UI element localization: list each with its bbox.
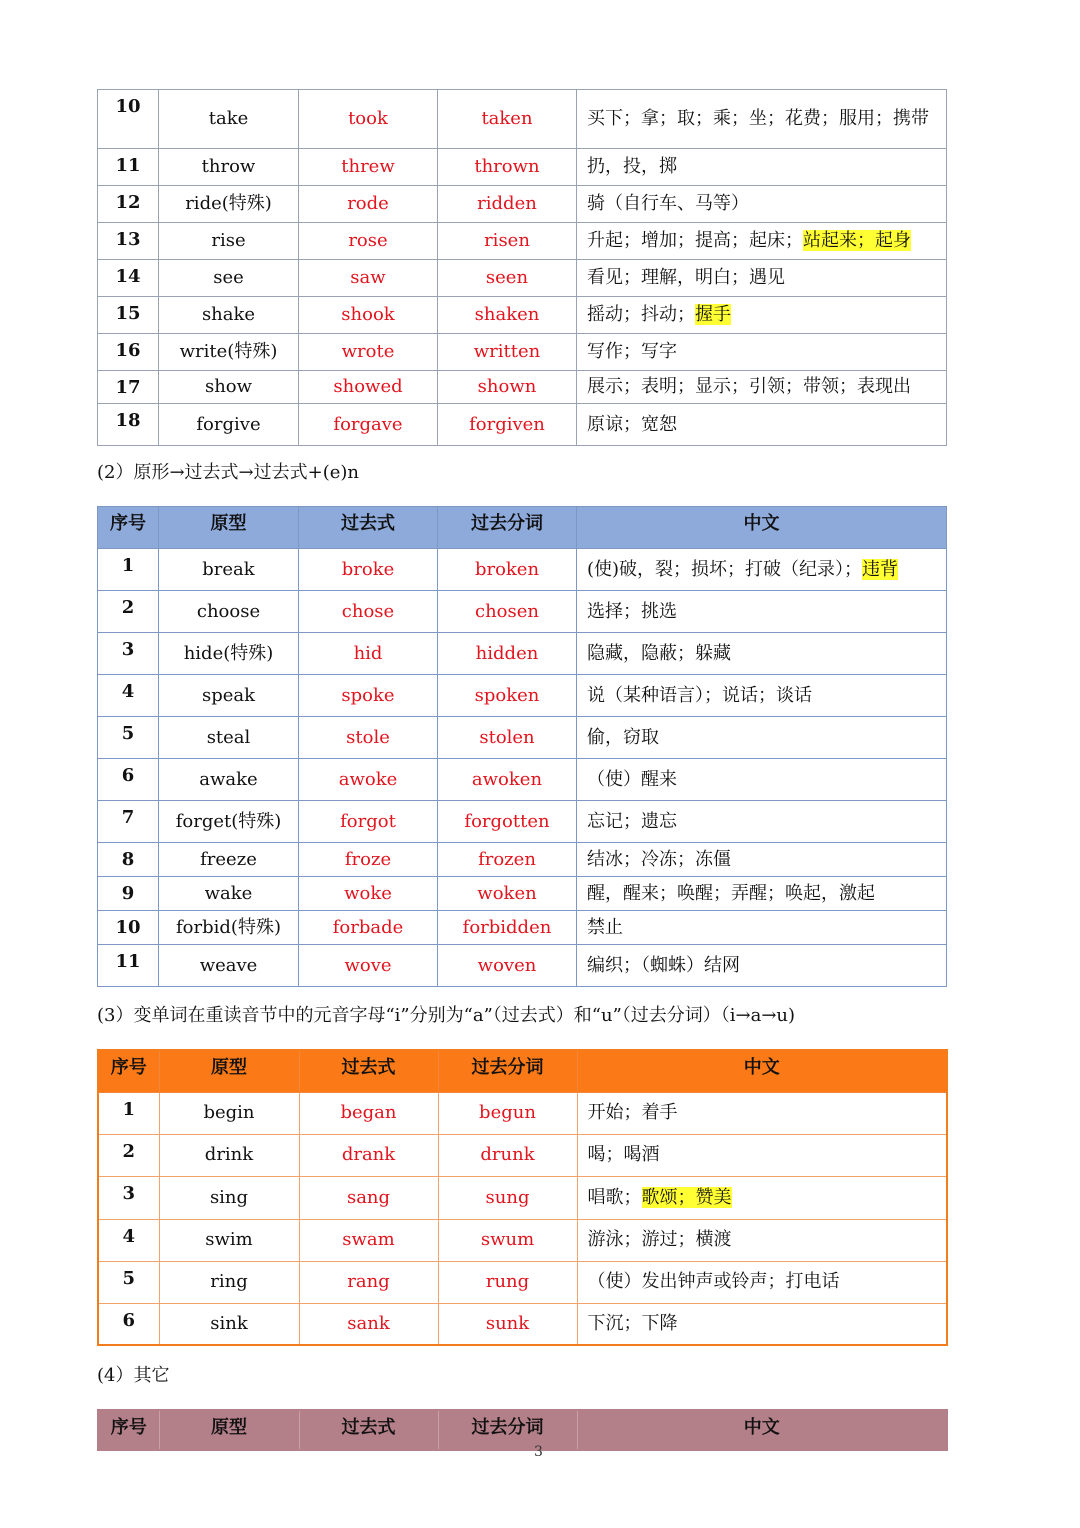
row-index: 10 xyxy=(98,911,159,945)
verb-table-4 xyxy=(97,1409,948,1451)
row-index: 16 xyxy=(98,334,159,371)
past-tense: wove xyxy=(299,945,438,987)
past-tense: wrote xyxy=(299,334,438,371)
meaning-text: 升起；增加；提高；起床； xyxy=(587,230,803,251)
chinese-meaning xyxy=(577,759,947,801)
past-participle: seen xyxy=(438,260,577,297)
chinese-meaning xyxy=(577,911,947,945)
past-tense: froze xyxy=(299,843,438,877)
row-index: 1 xyxy=(98,549,159,591)
past-participle: risen xyxy=(438,223,577,260)
chinese-meaning xyxy=(577,1261,947,1303)
table-row xyxy=(98,260,947,297)
meaning-text: 下沉；下降 xyxy=(587,1312,678,1334)
base-form: shake xyxy=(159,297,299,334)
base-form: sink xyxy=(159,1303,299,1345)
section-2-heading: (2）原形→过去式→过去式+(e)n xyxy=(97,462,360,483)
base-form: forget(特殊) xyxy=(159,801,299,843)
chinese-meaning xyxy=(577,1303,947,1345)
past-tense: drank xyxy=(299,1134,438,1176)
past-participle: stolen xyxy=(438,717,577,759)
row-index: 11 xyxy=(98,945,159,987)
chinese-meaning xyxy=(577,1134,947,1176)
base-form: break xyxy=(159,549,299,591)
past-participle: forgotten xyxy=(438,801,577,843)
past-participle: written xyxy=(438,334,577,371)
past-tense: showed xyxy=(299,371,438,404)
row-index: 2 xyxy=(98,591,159,633)
base-form: speak xyxy=(159,675,299,717)
table-header-row xyxy=(98,507,947,549)
base-form: awake xyxy=(159,759,299,801)
table-row xyxy=(98,675,947,717)
past-tense: forgot xyxy=(299,801,438,843)
table-row xyxy=(98,843,947,877)
table-row xyxy=(98,1134,947,1176)
past-participle: rung xyxy=(438,1261,577,1303)
chinese-meaning xyxy=(577,717,947,759)
meaning-text: 选择；挑选 xyxy=(587,600,677,622)
past-participle: shaken xyxy=(438,297,577,334)
past-participle: ridden xyxy=(438,186,577,223)
verb-table-3 xyxy=(97,1049,948,1346)
header-past: 过去式 xyxy=(299,507,438,549)
row-index: 3 xyxy=(98,633,159,675)
past-tense: awoke xyxy=(299,759,438,801)
table-row xyxy=(98,801,947,843)
row-index: 17 xyxy=(98,371,159,404)
header-base: 原型 xyxy=(159,507,299,549)
meaning-text: 禁止 xyxy=(587,916,623,938)
chinese-meaning xyxy=(577,297,947,334)
header-index: 序号 xyxy=(98,1410,159,1450)
header-chinese: 中文 xyxy=(577,1410,947,1450)
base-form: freeze xyxy=(159,843,299,877)
row-index: 2 xyxy=(98,1134,159,1176)
table-row xyxy=(98,945,947,987)
base-form: ride(特殊) xyxy=(159,186,299,223)
base-form: forbid(特殊) xyxy=(159,911,299,945)
page-number: 3 xyxy=(534,1444,543,1460)
row-index: 3 xyxy=(98,1176,159,1219)
meaning-text: 偷，窃取 xyxy=(587,726,659,748)
row-index: 12 xyxy=(98,186,159,223)
past-participle: forgiven xyxy=(438,404,577,446)
header-base: 原型 xyxy=(159,1410,299,1450)
row-index: 15 xyxy=(98,297,159,334)
chinese-meaning xyxy=(577,90,947,149)
past-participle: thrown xyxy=(438,149,577,186)
past-tense: forbade xyxy=(299,911,438,945)
past-participle: spoken xyxy=(438,675,577,717)
header-index: 序号 xyxy=(98,1050,159,1092)
highlighted-meaning: 握手 xyxy=(695,304,731,325)
past-tense: sank xyxy=(299,1303,438,1345)
row-index: 6 xyxy=(98,1303,159,1345)
past-participle: sunk xyxy=(438,1303,577,1345)
row-index: 1 xyxy=(98,1092,159,1134)
base-form: ring xyxy=(159,1261,299,1303)
row-index: 11 xyxy=(98,149,159,186)
verb-table-1 xyxy=(97,89,947,446)
row-index: 4 xyxy=(98,1219,159,1261)
table-row xyxy=(98,186,947,223)
past-tense: began xyxy=(299,1092,438,1134)
table-row xyxy=(98,149,947,186)
table-row xyxy=(98,404,947,446)
past-participle: sung xyxy=(438,1176,577,1219)
past-tense: rang xyxy=(299,1261,438,1303)
chinese-meaning xyxy=(577,371,947,404)
chinese-meaning xyxy=(577,260,947,297)
chinese-meaning xyxy=(577,549,947,591)
table-row xyxy=(98,717,947,759)
header-past-participle: 过去分词 xyxy=(438,1050,577,1092)
past-participle: forbidden xyxy=(438,911,577,945)
base-form: begin xyxy=(159,1092,299,1134)
header-chinese: 中文 xyxy=(577,1050,947,1092)
base-form: hide(特殊) xyxy=(159,633,299,675)
chinese-meaning xyxy=(577,675,947,717)
table-row xyxy=(98,223,947,260)
past-tense: woke xyxy=(299,877,438,911)
past-participle: hidden xyxy=(438,633,577,675)
meaning-text: （使）醒来 xyxy=(587,768,677,790)
meaning-text: 扔，投，掷 xyxy=(587,156,677,177)
past-tense: hid xyxy=(299,633,438,675)
table-row xyxy=(98,297,947,334)
meaning-text: 写作；写字 xyxy=(587,341,677,362)
past-participle: woven xyxy=(438,945,577,987)
meaning-text: 买下；拿；取；乘；坐；花费；服用；携带 xyxy=(587,108,929,129)
row-index: 10 xyxy=(98,90,159,149)
row-index: 13 xyxy=(98,223,159,260)
base-form: write(特殊) xyxy=(159,334,299,371)
chinese-meaning xyxy=(577,223,947,260)
past-tense: shook xyxy=(299,297,438,334)
base-form: forgive xyxy=(159,404,299,446)
header-past: 过去式 xyxy=(299,1050,438,1092)
table-row xyxy=(98,877,947,911)
table-row xyxy=(98,1303,947,1345)
meaning-text: 喝；喝酒 xyxy=(587,1144,660,1165)
past-participle: begun xyxy=(438,1092,577,1134)
past-participle: chosen xyxy=(438,591,577,633)
chinese-meaning xyxy=(577,633,947,675)
header-past-participle: 过去分词 xyxy=(438,507,577,549)
meaning-text: 隐藏，隐蔽；躲藏 xyxy=(587,642,731,664)
past-tense: sang xyxy=(299,1176,438,1219)
base-form: see xyxy=(159,260,299,297)
meaning-text: 编织；（蜘蛛）结网 xyxy=(587,954,740,976)
row-index: 7 xyxy=(98,801,159,843)
base-form: sing xyxy=(159,1176,299,1219)
header-index: 序号 xyxy=(98,507,159,549)
header-past: 过去式 xyxy=(299,1410,438,1450)
table-header-row xyxy=(98,1050,947,1092)
chinese-meaning xyxy=(577,1219,947,1261)
header-chinese: 中文 xyxy=(577,507,947,549)
past-tense: took xyxy=(299,90,438,149)
meaning-text: 原谅；宽恕 xyxy=(587,413,677,435)
base-form: drink xyxy=(159,1134,299,1176)
meaning-text: 忘记；遗忘 xyxy=(587,810,677,832)
meaning-text: 醒，醒来；唤醒；弄醒；唤起，激起 xyxy=(587,882,875,904)
row-index: 5 xyxy=(98,717,159,759)
table-row xyxy=(98,1176,947,1219)
past-participle: frozen xyxy=(438,843,577,877)
row-index: 9 xyxy=(98,877,159,911)
past-tense: stole xyxy=(299,717,438,759)
base-form: choose xyxy=(159,591,299,633)
past-tense: spoke xyxy=(299,675,438,717)
chinese-meaning xyxy=(577,591,947,633)
meaning-text: 说（某种语言）；说话；谈话 xyxy=(587,684,812,706)
table-row xyxy=(98,1092,947,1134)
base-form: rise xyxy=(159,223,299,260)
table-row xyxy=(98,1261,947,1303)
table-row xyxy=(98,549,947,591)
past-tense: threw xyxy=(299,149,438,186)
meaning-text: 骑（自行车、马等） xyxy=(587,193,749,214)
meaning-text: (使)破，裂；损坏；打破（纪录）； xyxy=(587,558,863,580)
past-tense: swam xyxy=(299,1219,438,1261)
table-row xyxy=(98,1219,947,1261)
past-tense: forgave xyxy=(299,404,438,446)
section-4-heading: (4）其它 xyxy=(97,1365,170,1386)
past-tense: rode xyxy=(299,186,438,223)
table-row xyxy=(98,371,947,404)
meaning-text: 摇动；抖动； xyxy=(587,304,695,325)
past-tense: broke xyxy=(299,549,438,591)
past-participle: woken xyxy=(438,877,577,911)
meaning-text: 开始；着手 xyxy=(587,1102,678,1123)
base-form: take xyxy=(159,90,299,149)
section-3-heading: (3）变单词在重读音节中的元音字母“i”分别为“a”（过去式）和“u”（过去分词）（i→a→u) xyxy=(97,1005,796,1026)
base-form: show xyxy=(159,371,299,404)
meaning-text: 游泳；游过；横渡 xyxy=(587,1229,732,1250)
table-row xyxy=(98,334,947,371)
chinese-meaning xyxy=(577,801,947,843)
past-participle: drunk xyxy=(438,1134,577,1176)
past-participle: shown xyxy=(438,371,577,404)
meaning-text: 唱歌； xyxy=(587,1186,642,1208)
highlighted-meaning: 站起来；起身 xyxy=(803,230,911,251)
table-row xyxy=(98,591,947,633)
highlighted-meaning: 违背 xyxy=(862,558,899,580)
past-participle: awoken xyxy=(438,759,577,801)
past-tense: saw xyxy=(299,260,438,297)
chinese-meaning xyxy=(577,877,947,911)
base-form: weave xyxy=(159,945,299,987)
past-participle: broken xyxy=(438,549,577,591)
table-row xyxy=(98,759,947,801)
chinese-meaning xyxy=(577,334,947,371)
chinese-meaning xyxy=(577,186,947,223)
row-index: 18 xyxy=(98,404,159,446)
chinese-meaning xyxy=(577,1176,947,1219)
row-index: 4 xyxy=(98,675,159,717)
base-form: throw xyxy=(159,149,299,186)
row-index: 8 xyxy=(98,843,159,877)
table-header-row xyxy=(98,1410,947,1450)
chinese-meaning xyxy=(577,404,947,446)
chinese-meaning xyxy=(577,149,947,186)
table-row xyxy=(98,90,947,149)
chinese-meaning xyxy=(577,843,947,877)
verb-table-2 xyxy=(97,506,947,987)
row-index: 14 xyxy=(98,260,159,297)
header-base: 原型 xyxy=(159,1050,299,1092)
header-past-participle: 过去分词 xyxy=(438,1410,577,1450)
table-row xyxy=(98,911,947,945)
row-index: 5 xyxy=(98,1261,159,1303)
past-participle: taken xyxy=(438,90,577,149)
row-index: 6 xyxy=(98,759,159,801)
chinese-meaning xyxy=(577,945,947,987)
chinese-meaning xyxy=(577,1092,947,1134)
highlighted-meaning: 歌颂；赞美 xyxy=(641,1186,732,1208)
meaning-text: 展示；表明；显示；引领；带领；表现出 xyxy=(587,376,911,397)
meaning-text: 结冰；冷冻；冻僵 xyxy=(587,848,731,870)
base-form: steal xyxy=(159,717,299,759)
meaning-text: （使）发出钟声或铃声；打电话 xyxy=(587,1271,840,1292)
base-form: swim xyxy=(159,1219,299,1261)
table-row xyxy=(98,633,947,675)
past-participle: swum xyxy=(438,1219,577,1261)
meaning-text: 看见；理解，明白；遇见 xyxy=(587,267,785,288)
base-form: wake xyxy=(159,877,299,911)
past-tense: chose xyxy=(299,591,438,633)
past-tense: rose xyxy=(299,223,438,260)
